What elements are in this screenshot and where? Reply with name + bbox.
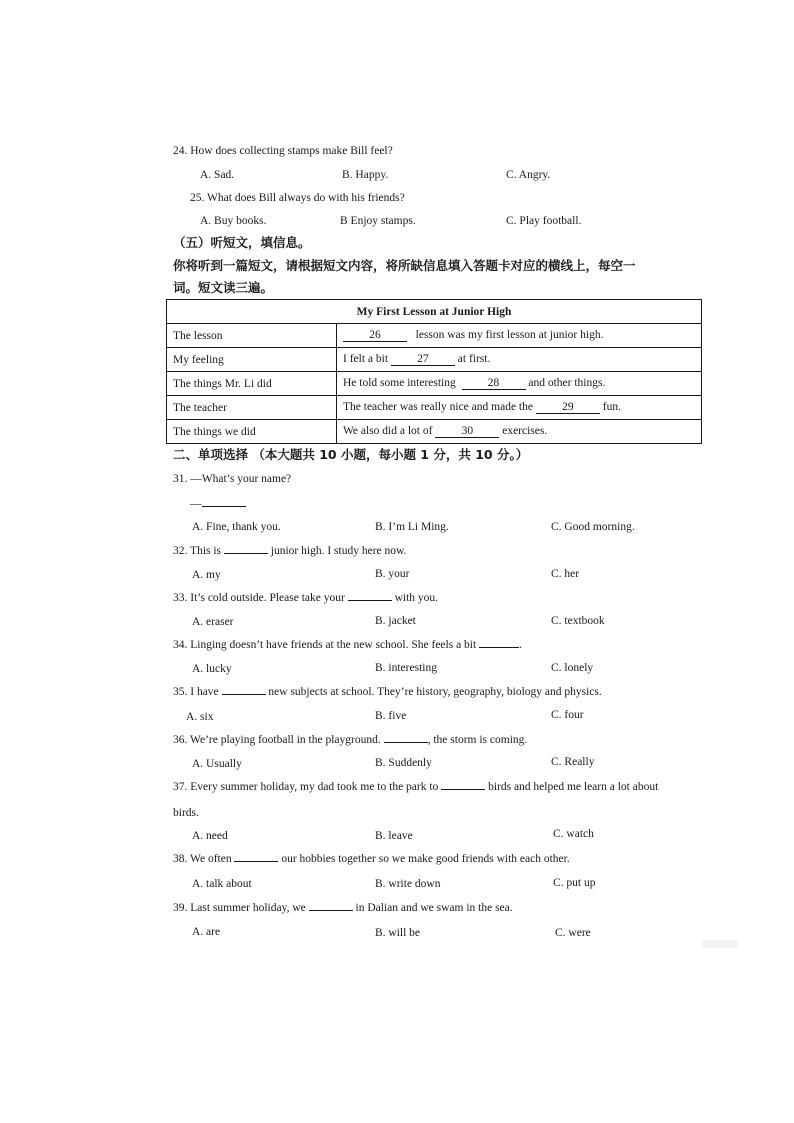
question-25-option-a: A. Buy books.: [200, 215, 267, 227]
question-38-option-b: B. write down: [375, 878, 441, 890]
blank-29: 29: [536, 401, 600, 414]
stem-pre: 33. It’s cold outside. Please take your: [173, 592, 345, 604]
question-37-stem: [173, 780, 658, 794]
question-35-option-b: B. five: [375, 710, 407, 722]
blank-27: 27: [391, 353, 455, 366]
stem-blank: [309, 910, 353, 911]
stem-pre: 36. We’re playing football in the playground.: [173, 734, 381, 746]
info-table-content: [337, 372, 702, 396]
info-table-label: The lesson: [167, 324, 337, 348]
question-24-stem: 24. How does collecting stamps make Bill feel?: [173, 145, 393, 157]
stem-post: in Dalian and we swam in the sea.: [355, 902, 513, 914]
section-2-heading: 二、单项选择 （本大题共 10 小题，每小题 1 分，共 10 分。）: [173, 447, 529, 462]
question-38-option-a: A. talk about: [192, 878, 252, 890]
info-table-row: [167, 396, 702, 420]
blank-30: 30: [435, 425, 499, 438]
question-33-option-a: A. eraser: [192, 616, 234, 628]
question-34-option-c: C. lonely: [551, 662, 594, 674]
question-37-option-c: C. watch: [553, 828, 594, 840]
stem-pre: 35. I have: [173, 686, 219, 698]
question-39-option-b: B. will be: [375, 927, 421, 939]
answer-blank: [202, 506, 246, 507]
stem-blank: [441, 789, 485, 790]
question-35-option-a: A. six: [186, 711, 214, 723]
info-table-row: [167, 324, 702, 348]
question-36-option-a: A. Usually: [192, 758, 242, 770]
question-31-answer-line: [190, 497, 246, 511]
stem-blank: [384, 742, 428, 743]
question-31-option-b: B. I’m Li Ming.: [375, 521, 449, 533]
question-31-stem: 31. —What’s your name?: [173, 473, 292, 485]
info-table-pre: We also did a lot of: [343, 425, 433, 437]
blank-26: 26: [343, 329, 407, 342]
stem-post: , the storm is coming.: [427, 734, 528, 746]
stem-pre: 32. This is: [173, 545, 222, 557]
question-24-option-a: A. Sad.: [200, 169, 235, 181]
stem-post: with you.: [394, 592, 439, 604]
question-34-option-b: B. interesting: [375, 662, 437, 674]
stem-blank: [479, 647, 519, 648]
question-38-option-c: C. put up: [553, 877, 596, 889]
stem-post: birds and helped me learn a lot about: [488, 781, 659, 793]
question-34-stem: [173, 638, 522, 652]
info-table-title-row: [167, 300, 702, 324]
part-5-instruction-line1: 你将听到一篇短文，请根据短文内容，将所缺信息填入答题卡对应的横线上，每空一: [173, 258, 636, 273]
info-table-title: My First Lesson at Junior High: [167, 300, 702, 324]
question-31-option-a: A. Fine, thank you.: [192, 521, 281, 533]
blank-28: 28: [462, 377, 526, 390]
stem-post: new subjects at school. They’re history, geography, biology and physics.: [268, 686, 602, 698]
question-33-option-b: B. jacket: [375, 615, 416, 627]
info-table-pre: He told some interesting: [343, 377, 456, 389]
info-table-label: The things Mr. Li did: [167, 372, 337, 396]
info-table-content: [337, 324, 702, 348]
info-table-label: My feeling: [167, 348, 337, 372]
question-37-option-a: A. need: [192, 830, 228, 842]
question-32-stem: [173, 544, 406, 558]
question-24-option-b: B. Happy.: [342, 169, 389, 181]
info-table-pre: The teacher was really nice and made the: [343, 401, 533, 413]
question-33-option-c: C. textbook: [551, 615, 605, 627]
question-25-option-c: C. Play football.: [506, 215, 582, 227]
info-table-post: exercises.: [502, 425, 548, 437]
stem-pre: 39. Last summer holiday, we: [173, 902, 306, 914]
info-table-pre: I felt a bit: [343, 353, 389, 365]
question-36-option-b: B. Suddenly: [375, 757, 432, 769]
question-36-option-c: C. Really: [551, 756, 595, 768]
stem-blank: [234, 861, 278, 862]
stem-pre: 34. Linging doesn’t have friends at the new school. She feels a bit: [173, 639, 477, 651]
stem-blank: [224, 553, 268, 554]
stem-post: junior high. I study here now.: [270, 545, 407, 557]
question-39-option-c: C. were: [555, 927, 591, 939]
info-table-label: The teacher: [167, 396, 337, 420]
stem-blank: [348, 600, 392, 601]
info-table-content: [337, 396, 702, 420]
info-table-content: [337, 420, 702, 444]
stem-blank: [222, 694, 266, 695]
info-table-row: [167, 420, 702, 444]
stem-pre: 37. Every summer holiday, my dad took me to the park to: [173, 781, 439, 793]
info-table-label: The things we did: [167, 420, 337, 444]
stem-post: .: [519, 639, 522, 651]
question-34-option-a: A. lucky: [192, 663, 232, 675]
question-31-option-c: C. Good morning.: [551, 521, 635, 533]
question-39-option-a: A. are: [192, 926, 221, 938]
question-39-stem: [173, 901, 513, 915]
info-table-post: fun.: [602, 401, 621, 413]
info-table-post: lesson was my first lesson at junior high.: [415, 329, 604, 341]
stem-pre: 38. We often: [173, 853, 232, 865]
info-table-row: [167, 372, 702, 396]
question-24-option-c: C. Angry.: [506, 169, 551, 181]
question-32-option-c: C. her: [551, 568, 580, 580]
info-table: [166, 299, 702, 444]
info-table-content: [337, 348, 702, 372]
part-5-heading: （五）听短文，填信息。: [173, 235, 311, 250]
question-36-stem: [173, 733, 527, 747]
stem-post: our hobbies together so we make good friends with each other.: [281, 853, 570, 865]
info-table-row: [167, 348, 702, 372]
scan-smudge: [702, 940, 738, 948]
part-5-instruction-line2: 词。短文读三遍。: [173, 280, 274, 295]
question-38-stem: [173, 852, 570, 866]
info-table-post: at first.: [457, 353, 491, 365]
question-32-option-b: B. your: [375, 568, 410, 580]
question-33-stem: [173, 591, 438, 605]
question-35-stem: [173, 685, 602, 699]
question-25-stem: 25. What does Bill always do with his friends?: [190, 192, 405, 204]
info-table-post: and other things.: [528, 377, 606, 389]
question-35-option-c: C. four: [551, 709, 584, 721]
answer-dash: —: [190, 498, 202, 510]
question-37-stem-line2: birds.: [173, 807, 199, 819]
question-37-option-b: B. leave: [375, 830, 413, 842]
question-32-option-a: A. my: [192, 569, 221, 581]
question-25-option-b: B Enjoy stamps.: [340, 215, 416, 227]
